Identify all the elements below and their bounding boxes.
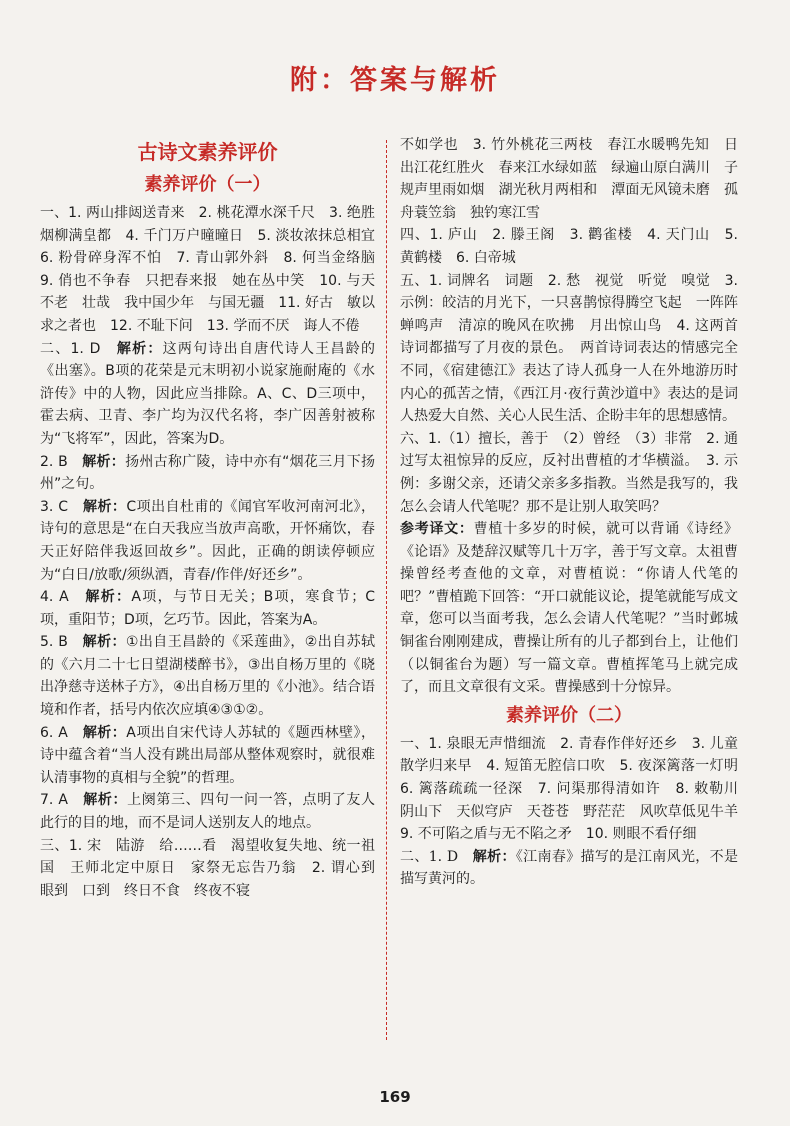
answer-text: 上阕第三、四句一问一答，点明了友人此行的目的地，而不是词人送别友人的地点。	[40, 792, 376, 832]
sub-title-evaluation-1: 素养评价（一）	[144, 174, 271, 195]
answer-paragraph	[40, 835, 389, 903]
answer-paragraph	[40, 631, 375, 721]
answer-text: A项，与节日无关；B项，寒食节；C项，重阳节；D项，乞巧节。因此，答案为A。	[40, 589, 375, 628]
answer-paragraph	[400, 134, 738, 224]
left-column	[40, 138, 389, 902]
answer-label: 解析：	[82, 634, 126, 651]
answer-label: 解析：	[85, 589, 132, 606]
section-title: 古诗文素养评价	[137, 140, 278, 164]
answer-label: 解析：	[472, 848, 516, 865]
answer-text: ①出自王昌龄的《采莲曲》，②出自苏轼的《六月二十七日望湖楼醉书》，③出自杨万里的《晓出净慈寺送林子方》，④出自杨万里的《小池》。结合语境和作者，括号内依次应填④③①②。	[40, 634, 376, 719]
answer-paragraph	[400, 846, 738, 891]
right-paragraphs	[400, 134, 738, 699]
answer-label: 参考译文：	[400, 521, 474, 538]
answer-paragraph	[40, 789, 375, 834]
answer-text: 不如学也 3. 竹外桃花三两枝 春江水暖鸭先知 日出江花红胜火 春来江水绿如蓝 绿遍山原白满川 子规声里雨如烟 湖光秋月两相和 潭面无风镜未磨 孤舟蓑笠翁 独钓寒江雪	[400, 137, 738, 221]
answer-text: 一、1. 两山排闼送青来 2. 桃花潭水深千尺 3. 绝胜烟柳满皇都 4. 千门万户曈曈日 5. 淡妆浓抹总相宜 6. 粉骨碎身浑不怕 7. 青山郭外斜 8. 何当金络脑 9. 俏也不争春 只把春来报 她在丛中笑 10. 与天不老 壮哉 我中国少年 与国无疆 11. 好古 敏以求之者也 12. 不耻下问 13. 学而不厌 诲人不倦	[40, 205, 389, 334]
answer-label: 解析：	[116, 340, 163, 357]
answer-paragraph	[400, 270, 738, 428]
answer-text: 《江南春》描写的是江南风光，不是描写黄河的。	[400, 848, 738, 888]
answer-text: 三、1. 宋 陆游 给……看 渴望收复失地、统一祖国 王师北定中原日 家祭无忘告乃翁 2. 谓心到 眼到 口到 终日不食 终夜不寝	[40, 837, 389, 899]
answer-paragraph	[40, 496, 375, 586]
answer-text: 这两句诗出自唐代诗人王昌龄的《出塞》。B项的花荣是元末明初小说家施耐庵的《水浒传》中的人物，因此应当排除。A、C、D三项中，霍去病、卫青、李广均为汉代名将，李广因善射被称为“飞将军”，因此，答案为D。	[40, 340, 376, 447]
answer-head: 5. B	[40, 634, 83, 651]
left-paragraphs	[40, 202, 389, 902]
right-column	[400, 134, 752, 891]
sub-title-evaluation-2: 素养评价（二）	[506, 704, 632, 726]
answer-head: 二、1. D	[40, 340, 117, 357]
answer-label: 解析：	[83, 792, 128, 809]
column-divider	[386, 140, 387, 1040]
answer-text: 六、1.（1）擅长，善于 （2）曾经 （3）非常 2. 通过写太祖惊异的反应，反衬出曹植的才华横溢。 3. 示例：多谢父亲，还请父亲多多指教。当然是我写的，我怎么会请人代笔呢？那不是让别人取笑吗？	[400, 430, 738, 515]
answer-label: 解析：	[82, 724, 127, 741]
answer-text: A项出自宋代诗人苏轼的《题西林壁》，诗中蕴含着“当人没有跳出局部从整体观察时，就很难认清事物的真相与全貌”的哲理。	[40, 724, 376, 786]
answer-head: 6. A	[40, 724, 83, 741]
answer-head: 7. A	[40, 792, 84, 809]
answer-head: 3. C	[40, 498, 83, 515]
answer-text: C项出自杜甫的《闻官军收河南河北》，诗句的意思是“在白天我应当放声高歌，开怀痛饮，春天正好陪伴我返回故乡”。因此，正确的朗读停顿应为“白日/放歌/须纵酒，青春/作伴/好还乡”。	[40, 498, 376, 583]
answer-label: 解析：	[82, 453, 126, 470]
answer-text: 曹植十多岁的时候，就可以背诵《诗经》《论语》及楚辞汉赋等几十万字，善于写文章。太祖曹操曾经考查他的文章，对曹植说：“你请人代笔的吧？”曹植跪下回答：“开口就能议论，提笔就能写成文章，您可以当面考我，怎么会请人代笔呢？”当时邺城铜雀台刚刚建成，曹操让所有的儿子都到台上，让他们（以铜雀台为题）写一篇文章。曹植挥笔马上就完成了，而且文章很有文采。曹操感到十分惊异。	[400, 521, 739, 696]
page-number: 169	[379, 1088, 411, 1106]
answer-paragraph	[40, 586, 375, 631]
answer-paragraph	[40, 338, 375, 451]
answer-text: 五、1. 词牌名 词题 2. 愁 视觉 听觉 嗅觉 3. 示例：皎洁的月光下，一只喜鹊惊得腾空飞起 一阵阵蝉鸣声 清凉的晚风在吹拂 月出惊山鸟 4. 这两首诗词都描写了月夜的景色。 两首诗词表达的情感完全不同，《宿建德江》表达了诗人孤身一人在外地游历时内心的孤苦之情，《西江月·夜行黄沙道中》表达的是词人热爱大自然、关心人民生活、企盼丰年的思想感情。	[400, 272, 738, 425]
answer-paragraph	[400, 224, 738, 269]
page-title: 附：答案与解析	[290, 65, 500, 96]
answer-head: 4. A	[40, 589, 86, 606]
answer-text: 一、1. 泉眼无声惜细流 2. 青春作伴好还乡 3. 儿童散学归来早 4. 短笛无腔信口吹 5. 夜深篱落一灯明 6. 篱落疏疏一径深 7. 问渠那得清如许 8. 敕勒川 阴山下 天似穹庐 天苍苍 野茫茫 风吹草低见牛羊 9. 不可陷之盾与无不陷之矛 10. 则眼不看仔细	[400, 735, 752, 843]
answer-paragraph	[40, 722, 375, 790]
answer-label: 解析：	[82, 498, 127, 515]
answer-paragraph	[40, 451, 375, 496]
right-paragraphs-after	[400, 733, 752, 891]
answer-paragraph	[400, 428, 738, 518]
answer-head: 2. B	[40, 453, 83, 470]
answer-paragraph	[400, 733, 752, 846]
answer-paragraph	[400, 518, 738, 699]
answer-text: 扬州古称广陵，诗中亦有“烟花三月下扬州”之句。	[40, 453, 375, 493]
answer-head: 二、1. D	[400, 848, 473, 865]
answer-paragraph	[40, 202, 389, 338]
answer-text: 四、1. 庐山 2. 滕王阁 3. 鹳雀楼 4. 天门山 5. 黄鹤楼 6. 白帝城	[400, 227, 738, 266]
